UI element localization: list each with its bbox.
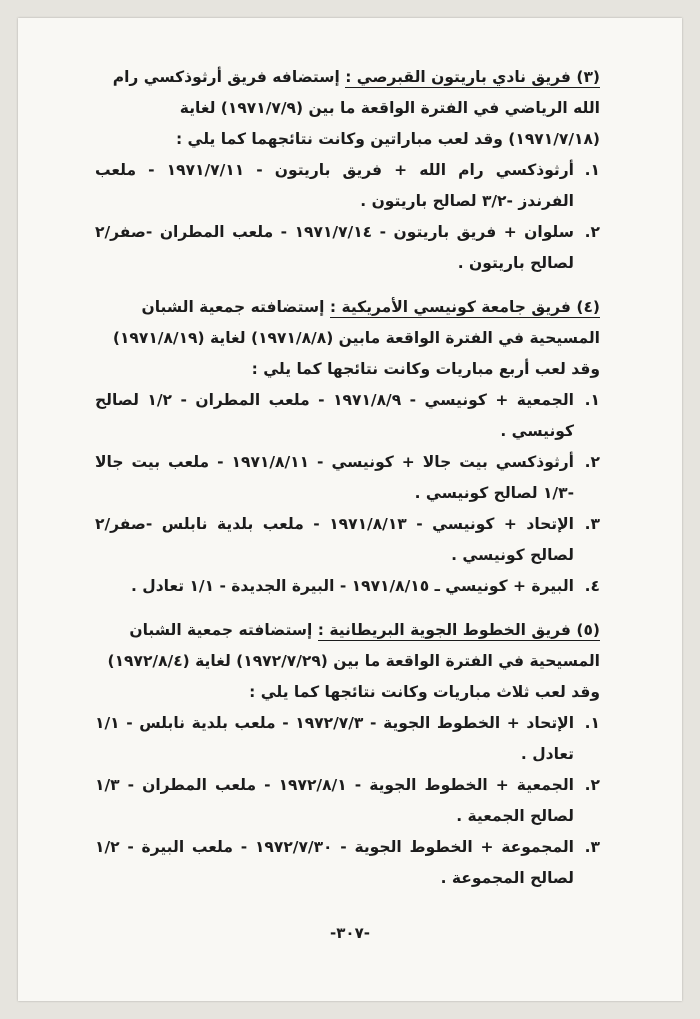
item-text: البيرة + كونيسي ـ ١٩٧١/٨/١٥ - البيرة الجديدة - ١/١ تعادل . xyxy=(130,577,574,595)
item-text: أرثوذكسي رام الله + فريق باريتون - ١٩٧١/٧/١١ - ملعب الفرندز -٣/٢ لصالح باريتون . xyxy=(95,161,574,210)
item-number: ٢. xyxy=(584,776,600,794)
section-intro-text: إستضافته جمعية الشبان المسيحية في الفترة الواقعة ما بين (١٩٧٢/٧/٢٩) لغاية (١٩٧٢/٨/٤) وقد لعب ثلاث مباريات وكانت نتائجها كما يلي : xyxy=(107,621,600,701)
item-number: ١. xyxy=(584,714,600,732)
item-number: ٢. xyxy=(584,223,600,241)
section-intro xyxy=(95,62,600,155)
item-number: ٤. xyxy=(584,577,600,595)
item-number: ١. xyxy=(584,391,600,409)
list-item xyxy=(95,155,600,217)
list-item xyxy=(95,571,600,602)
item-text: الإتحاد + كونيسي - ١٩٧١/٨/١٣ - ملعب بلدية نابلس -صفر/٢ لصالح كونيسي . xyxy=(95,515,574,564)
list-item xyxy=(95,217,600,279)
item-text: الإتحاد + الخطوط الجوية - ١٩٧٢/٧/٣ - ملعب بلدية نابلس - ١/١ تعادل . xyxy=(95,714,575,763)
section-heading: (٣) فريق نادي باريتون القبرصي : xyxy=(345,68,600,86)
section-paritton xyxy=(95,62,600,279)
section-intro-text: إستضافته جمعية الشبان المسيحية في الفترة الواقعة مابين (١٩٧١/٨/٨) لغاية (١٩٧١/٨/١٩) وقد لعب أربع مباريات وكانت نتائجها كما يلي : xyxy=(112,298,600,378)
item-text: الجمعية + كونيسي - ١٩٧١/٨/٩ - ملعب المطران - ١/٢ لصالح كونيسي . xyxy=(95,391,574,440)
section-intro-text: إستضافه فريق أرثوذكسي رام الله الرياضي في الفترة الواقعة ما بين (١٩٧١/٧/٩) لغاية (١٩٧١/٧/١٨) وقد لعب مباراتين وكانت نتائجهما كما يلي : xyxy=(112,68,600,148)
list-item xyxy=(95,447,600,509)
document-body xyxy=(95,62,600,907)
item-text: الجمعية + الخطوط الجوية - ١٩٧٢/٨/١ - ملعب المطران - ١/٣ لصالح الجمعية . xyxy=(95,776,574,825)
page-number: -٣٠٧- xyxy=(330,924,370,942)
section-intro xyxy=(95,292,600,385)
section-british-airways xyxy=(95,615,600,894)
section-connecticut xyxy=(95,292,600,602)
list-item xyxy=(95,832,600,894)
item-number: ٣. xyxy=(584,838,600,856)
item-number: ٢. xyxy=(584,453,600,471)
section-heading: (٥) فريق الخطوط الجوية البريطانية : xyxy=(317,621,600,639)
item-number: ٣. xyxy=(584,515,600,533)
section-heading: (٤) فريق جامعة كونيسي الأمريكية : xyxy=(329,298,600,316)
item-text: أرثوذكسي بيت جالا + كونيسي - ١٩٧١/٨/١١ - ملعب بيت جالا -١/٣ لصالح كونيسي . xyxy=(95,453,574,502)
list-item xyxy=(95,770,600,832)
item-number: ١. xyxy=(584,161,600,179)
list-item xyxy=(95,509,600,571)
item-text: سلوان + فريق باريتون - ١٩٧١/٧/١٤ - ملعب المطران -صفر/٢ لصالح باريتون . xyxy=(95,223,574,272)
section-intro xyxy=(95,615,600,708)
list-item xyxy=(95,385,600,447)
list-item xyxy=(95,708,600,770)
item-text: المجموعة + الخطوط الجوية - ١٩٧٢/٧/٣٠ - ملعب البيرة - ١/٢ لصالح المجموعة . xyxy=(95,838,574,887)
